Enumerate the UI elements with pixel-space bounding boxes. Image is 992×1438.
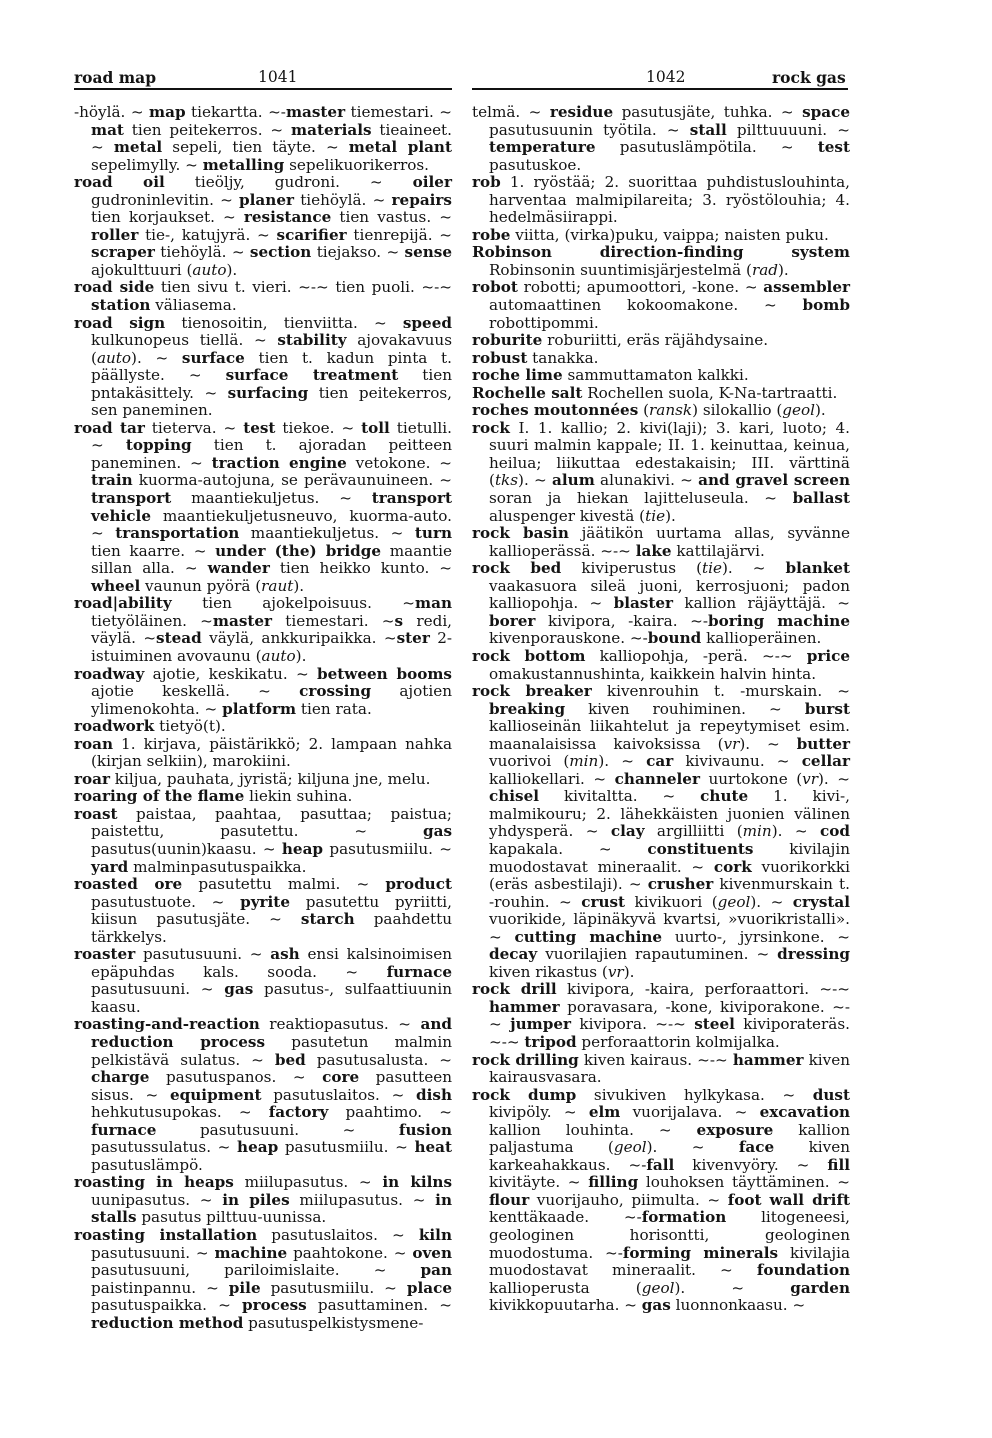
left-guide-word: road map <box>74 68 157 87</box>
dictionary-entry: road side tien sivu t. vieri. ~-~ tien puoli. ~-~ station väliasema. <box>74 278 452 315</box>
dictionary-entry: robot robotti; apumoottori, -kone. ~ assembler automaattinen kokoomakone. ~ bomb robottipommi. <box>472 278 850 332</box>
dictionary-entry: rock drill kivipora, -kaira, perforaattori. ~-~ hammer poravasara, -kone, kiviporakone. ~-~ jumper kivipora. ~-~ steel kiviporateräs. ~-~ tripod perforaattorin kolmijalka. <box>472 980 851 1051</box>
dictionary-entry: rock dump sivukiven hylkykasa. ~ dust kivipöly. ~ elm vuorijalava. ~ excavation kallion louhinta. ~ exposure kallion paljastuma (geol). ~ face kiven karkeahakkaus. ~-fall kivenvyöry. ~ fill kivitäyte. ~ filling louhoksen täyttäminen. ~ flour vuorijauho, piimulta. ~ foot wall drift kenttäkaade. ~-formation litogeneesi, geologinen horisontti, geologinen muodostuma. ~-forming minerals kivilajia muodostavat mineraalit. ~ foundation kallioperusta (geol). ~ garden kivikkopuutarha. ~ gas luonnonkaasu. ~ <box>472 1085 851 1315</box>
dictionary-entry: roaring of the flame liekin suhina. <box>74 787 353 806</box>
dictionary-entry: roasting installation pasutuslaitos. ~ kiln pasutusuuni. ~ machine paahtokone. ~ oven pasutusuuni, pariloimislaite. ~ pan paistinpannu. ~ pile pasutusmiilu. ~ place pasutuspaikka. ~ process pasuttaminen. ~ reduction method pasutuspelkistysmene- <box>74 1226 452 1332</box>
dictionary-entry: road|ability tien ajokelpoisuus. ~man tietyöläinen. ~master tiemestari. ~s redi, väylä. ~stead väylä, ankkuripaikka. ~ster 2-istuiminen avovaunu (auto). <box>74 594 452 665</box>
right-header-rule <box>472 88 848 90</box>
dictionary-entry: roadwork tietyö(t). <box>74 717 226 736</box>
dictionary-entry: rock I. 1. kallio; 2. kivi(laji); 3. kari, luoto; 4. suuri malmin kappale; II. 1. keinuttaa, keinua, heilua; liikuttaa edestakaisin; III. värttinä (tks). ~ alum alunakivi. ~ and gravel screen soran ja hiekan lajitteluseula. ~ ballast aluspenger kivestä (tie). <box>472 418 850 525</box>
dictionary-entry: roburite roburiitti, eräs räjähdysaine. <box>472 331 769 350</box>
dictionary-entry: robust tanakka. <box>472 348 599 367</box>
dictionary-entry: rock breaker kivenrouhin t. -murskain. ~ breaking kiven rouhiminen. ~ burst kallioseinän liikahtelut ja repeytymiset esim. maanalaisissa kaivoksissa (vr). ~ butter vuorivoi (min). ~ car kivivaunu. ~ cellar kalliokellari. ~ channeler uurtokone (vr). ~ chisel kivitaltta. ~ chute 1. kivi-, malmikouru; 2. lähekkäisten juonien välinen yhdysperä. ~ clay argilliitti (min). ~ cod kapakala. ~ constituents kivilajin muodostavat mineraalit. ~ cork vuorikorkki (eräs asbestilaji). ~ crusher kivenmurskain t. -rouhin. ~ crust kivikuori (geol). ~ crystal vuorikide, läpinäkyvä kvartsi, »vuorikristalli». ~ cutting machine uurto-, jyrsinkone. ~ decay vuorilajien rapautuminen. ~ dressing kiven rikastus (vr). <box>472 682 851 981</box>
left-column <box>74 104 452 1332</box>
left-header-rule <box>74 88 452 90</box>
dictionary-entry: rock bottom kalliopohja, -perä. ~-~ price omakustannushinta, kaikkein halvin hinta. <box>472 646 851 683</box>
dictionary-entry: telmä. ~ residue pasutusjäte, tuhka. ~ space pasutusuunin työtila. ~ stall pilttuuuuni. ~ temperature pasutuslämpötila. ~ test pasutuskoe. <box>472 103 851 174</box>
right-column <box>472 104 850 1315</box>
dictionary-entry: roche lime sammuttamaton kalkki. <box>472 366 749 385</box>
dictionary-entry: rock bed kiviperustus (tie). ~ blanket vaakasuora sileä juoni, kerrosjuoni; padon kalliopohja. ~ blaster kallion räjäyttäjä. ~ borer kivipora, -kaira. ~-boring machine kivenporauskone. ~-bound kallioperäinen. <box>472 559 850 648</box>
right-guide-word: rock gas <box>772 68 846 87</box>
right-page-number: 1042 <box>646 68 686 86</box>
dictionary-entry: roasting in heaps miilupasutus. ~ in kilns uunipasutus. ~ in piles miilupasutus. ~ in stalls pasutus pilttuu-uunissa. <box>74 1173 453 1227</box>
dictionary-entry: robe viitta, (virka)puku, vaippa; naisten puku. <box>472 225 829 244</box>
dictionary-entry: roar kiljua, pauhata, jyristä; kiljuna jne, melu. <box>74 769 431 788</box>
dictionary-entry: Rochelle salt Rochellen suola, K-Na-tartraatti. <box>472 383 838 402</box>
dictionary-entry: road sign tienosoitin, tienviitta. ~ speed kulkunopeus tiellä. ~ stability ajovakavuus (auto). ~ surface tien t. kadun pinta t. päällyste. ~ surface treatment tien pntakäsittely. ~ surfacing tien peitekerros, sen paneminen. <box>74 313 452 420</box>
dictionary-entry: roast paistaa, paahtaa, pasuttaa; paistua; paistettu, pasutettu. ~ gas pasutus(uunin)kaasu. ~ heap pasutusmiilu. ~ yard malminpasutuspaikka. <box>74 804 452 876</box>
dictionary-entry: roches moutonnées (ransk) silokallio (geol). <box>472 401 826 420</box>
dictionary-entry: roan 1. kirjava, päistärikkö; 2. lampaan nahka (kirjan selkiin), marokiini. <box>74 734 452 771</box>
dictionary-entry: rob 1. ryöstää; 2. suorittaa puhdistuslouhinta, harventaa malmipilareita; 3. ryöstölouhia; 4. hedelmäsiirappi. <box>472 173 850 227</box>
dictionary-entry: rock basin jäätikön uurtama allas, syvänne kallioperässä. ~-~ lake kattilajärvi. <box>472 524 850 560</box>
dictionary-entry: Robinson direction-finding system Robinsonin suuntimisjärjestelmä (rad). <box>472 243 850 279</box>
dictionary-entry: roaster pasutusuuni. ~ ash ensi kalsinoimisen epäpuhdas kals. sooda. ~ furnace pasutusuuni. ~ gas pasutus-, sulfaattiuunin kaasu. <box>74 945 452 1016</box>
dictionary-entry: roadway ajotie, keskikatu. ~ between booms ajotie keskellä. ~ crossing ajotien ylimenokohta. ~ platform tien rata. <box>74 664 452 718</box>
page-header <box>0 64 992 88</box>
dictionary-entry: rock drilling kiven kairaus. ~-~ hammer kiven kairausvasara. <box>472 1050 850 1087</box>
dictionary-entry: roasting-and-reaction reaktiopasutus. ~ and reduction process pasutetun malmin pelkistävä sulatus. ~ bed pasutusalusta. ~ charge pasutuspanos. ~ core pasutteen sisus. ~ equipment pasutuslaitos. ~ dish hehkutusupokas. ~ factory paahtimo. ~ furnace pasutusuuni. ~ fusion pasutussulatus. ~ heap pasutusmiilu. ~ heat pasutuslämpö. <box>74 1015 453 1174</box>
dictionary-entry: road oil tieöljy, gudroni. ~ oiler gudroninlevitin. ~ planer tiehöylä. ~ repairs tien korjaukset. ~ resistance tien vastus. ~ roller tie-, katujyrä. ~ scarifier tienrepijä. ~ scraper tiehöylä. ~ section tiejakso. ~ sense ajokulttuuri (auto). <box>74 173 453 279</box>
dictionary-entry: -höylä. ~ map tiekartta. ~-master tiemestari. ~ mat tien peitekerros. ~ materials tieaineet. ~ metal sepeli, tien täyte. ~ metal plant sepelimylly. ~ metalling sepelikuorikerros. <box>74 103 452 174</box>
dictionary-entry: road tar tieterva. ~ test tiekoe. ~ toll tietulli. ~ topping tien t. ajoradan peitteen paneminen. ~ traction engine vetokone. ~ train kuorma-autojuna, se perävaunuineen. ~ transport maantiekuljetus. ~ transport vehicle maantiekuljetusneuvo, kuorma-auto. ~ transportation maantiekuljetus. ~ turn tien kaarre. ~ under (the) bridge maantie sillan alla. ~ wander tien heikko kunto. ~ wheel vaunun pyörä (raut). <box>74 418 453 595</box>
dictionary-entry: roasted ore pasutettu malmi. ~ product pasutustuote. ~ pyrite pasutettu pyriitti, kiisun pasutusjäte. ~ starch paahdettu tärkkelys. <box>74 875 453 946</box>
left-page-number: 1041 <box>258 68 298 86</box>
